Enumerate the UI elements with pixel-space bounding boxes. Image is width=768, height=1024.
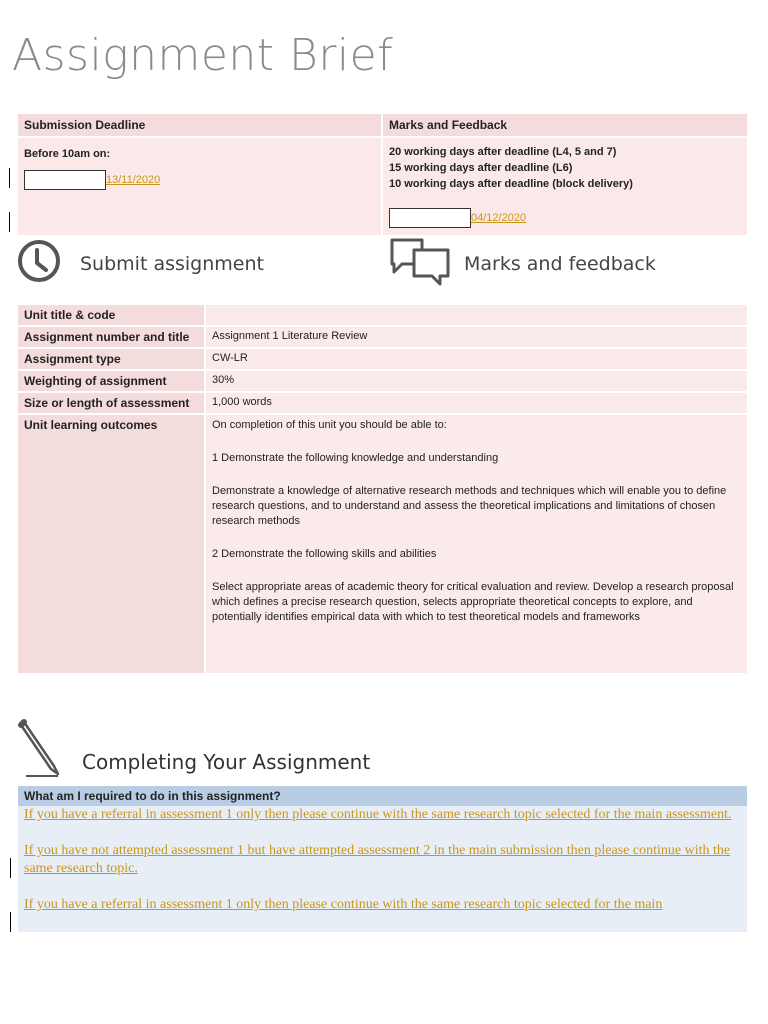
deadline-table — [18, 114, 747, 235]
requirements-body — [18, 806, 747, 932]
marks-feedback-block — [388, 236, 656, 291]
requirements-header: What am I required to do in this assignment? — [18, 786, 747, 806]
learning-outcomes-cell — [205, 414, 747, 674]
clock-icon — [16, 238, 62, 289]
marks-feedback-header: Marks and Feedback — [383, 114, 747, 136]
row-label: Weighting of assignment — [18, 370, 205, 392]
feedback-line: 20 working days after deadline (L4, 5 and 7) — [389, 146, 617, 158]
row-value — [205, 305, 747, 326]
outcome-text: Demonstrate a knowledge of alternative research methods and techniques which will enable you to define research questions, and to understand and assess the theoretical implications and limitations of chosen research methods — [212, 485, 727, 527]
requirement-link[interactable]: If you have not attempted assessment 1 but have attempted assessment 2 in the main submission then please continue with the same research topic. — [24, 843, 731, 876]
pen-icon — [18, 716, 62, 783]
unit-details-table — [18, 305, 747, 675]
row-label: Assignment type — [18, 348, 205, 370]
row-value: 1,000 words — [205, 392, 747, 414]
completing-header — [18, 716, 747, 782]
requirement-link[interactable]: If you have a referral in assessment 1 only then please continue with the same research topic selected for the main assessment. — [24, 807, 732, 822]
submit-assignment-block — [16, 238, 264, 289]
requirement-link[interactable]: If you have a referral in assessment 1 only then please continue with the same research topic selected for the main — [24, 897, 663, 912]
text-cursor — [9, 168, 10, 188]
submission-date-link[interactable]: 13/11/2020 — [106, 173, 161, 186]
row-label: Assignment number and title — [18, 326, 205, 348]
row-value: 30% — [205, 370, 747, 392]
section-title: Completing Your Assignment — [82, 750, 371, 774]
page-title: Assignment Brief — [12, 30, 394, 81]
row-value: CW-LR — [205, 348, 747, 370]
table-row — [18, 305, 747, 326]
row-label: Unit learning outcomes — [18, 414, 205, 674]
outcome-text: On completion of this unit you should be able to: — [212, 419, 447, 431]
redacted-field — [389, 208, 471, 228]
table-row — [18, 414, 747, 674]
table-row — [18, 392, 747, 414]
outcome-text: Select appropriate areas of academic theory for critical evaluation and review. Develop a research proposal which defines a precise research question, selects appropriate theoretical concepts to explore, and potentially identifies empirical data with which to test theoretical models and frameworks — [212, 581, 734, 623]
submission-deadline-header: Submission Deadline — [18, 114, 383, 136]
marks-feedback-cell — [383, 138, 747, 235]
outcome-text: 1 Demonstrate the following knowledge and understanding — [212, 452, 499, 464]
marks-feedback-label: Marks and feedback — [464, 252, 656, 275]
feedback-date-link[interactable]: 04/12/2020 — [471, 211, 527, 224]
before-text: Before 10am on: — [24, 148, 111, 160]
submission-deadline-cell — [18, 138, 383, 235]
row-value: Assignment 1 Literature Review — [205, 326, 747, 348]
table-row — [18, 370, 747, 392]
outcome-text: 2 Demonstrate the following skills and abilities — [212, 548, 437, 560]
redacted-field — [24, 170, 106, 190]
row-label: Size or length of assessment — [18, 392, 205, 414]
row-label: Unit title & code — [18, 305, 205, 326]
speech-bubbles-icon — [388, 236, 452, 291]
table-row — [18, 348, 747, 370]
icon-row — [16, 236, 746, 296]
text-cursor — [10, 858, 11, 878]
text-cursor — [10, 912, 11, 932]
text-cursor — [9, 212, 10, 232]
table-row — [18, 326, 747, 348]
feedback-line: 15 working days after deadline (L6) — [389, 162, 573, 174]
submit-assignment-label: Submit assignment — [80, 252, 264, 275]
feedback-line: 10 working days after deadline (block delivery) — [389, 178, 633, 190]
